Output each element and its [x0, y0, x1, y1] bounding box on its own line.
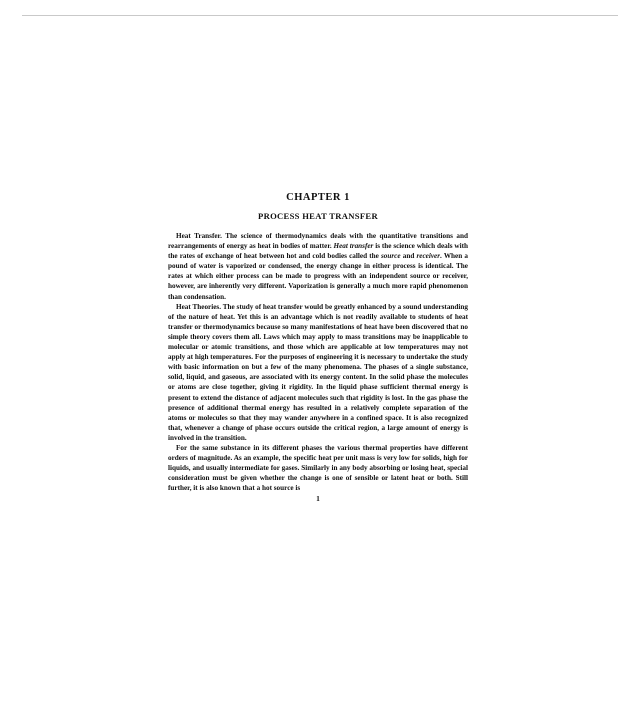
paragraph-text: The study of heat transfer would be greatly enhanced by a sound understanding of the nature of heat. Yet this is an advantage which is not readily available to students of heat transfer or thermodynamics because so many manifestations of heat have been discovered that no simple theory covers them all. Laws which may apply to mass transitions may be inapplicable to molecular or atomic transitions, and those which are applicable at low temperatures may not apply at high temperatures. For the purposes of engineering it is necessary to undertake the study with basic information on but a few of the many phenomena. The phases of a single substance, solid, liquid, and gaseous, are associated with its energy content. In the solid phase the molecules or atoms are close together, giving it rigidity. In the liquid phase sufficient thermal energy is present to extend the distance of adjacent molecules such that rigidity is lost. In the gas phase the presence of additional thermal energy has resulted in a relatively complete separation of the atoms or molecules so that they may wander anywhere in a confined space. It is also recognized that, whenever a change of phase occurs outside the critical region, a large amount of energy is involved in the transition.: [168, 302, 468, 442]
page-top-rule: [22, 15, 618, 16]
paragraph-text: For the same substance in its different phases the various thermal properties have different orders of magnitude. As an example, the specific heat per unit mass is very low for solids, high for liquids, and usually intermediate for gases. Similarly in any body absorbing or losing heat, special consideration must be given whether the change is one of sensible or latent heat or both. Still further, it is also known that a hot source is: [168, 443, 468, 493]
page-number: 1: [316, 494, 320, 504]
chapter-label: CHAPTER 1: [286, 192, 350, 203]
run-in-heading: Heat Theories.: [176, 302, 222, 311]
paragraph-heat-theories: [168, 302, 468, 443]
paragraph-text: is the science which deals with the rates of exchange of heat between hot and cold bodies called the: [168, 242, 469, 261]
paragraph-text: and: [400, 252, 417, 261]
chapter-title: PROCESS HEAT TRANSFER: [258, 211, 378, 221]
emphasized-term: receiver: [416, 252, 441, 261]
emphasized-term: source: [380, 252, 401, 261]
emphasized-term: Heat transfer: [333, 242, 374, 251]
page-text: [168, 192, 468, 503]
paragraph-phases: [168, 443, 468, 493]
paragraph-text: The science of thermodynamics deals with the quantitative transitions and rearrangements of energy as heat in bodies of matter.: [168, 232, 468, 251]
paragraph-text: . When a pound of water is vaporized or condensed, the energy change in either process is identical. The rates at which either process can be made to progress with an independent source or receiver, however, are inherently very different. Vaporization is generally a much more rapid phenomenon than condensation.: [168, 252, 468, 301]
paragraph-heat-transfer: [168, 231, 468, 302]
run-in-heading: Heat Transfer.: [176, 232, 222, 240]
